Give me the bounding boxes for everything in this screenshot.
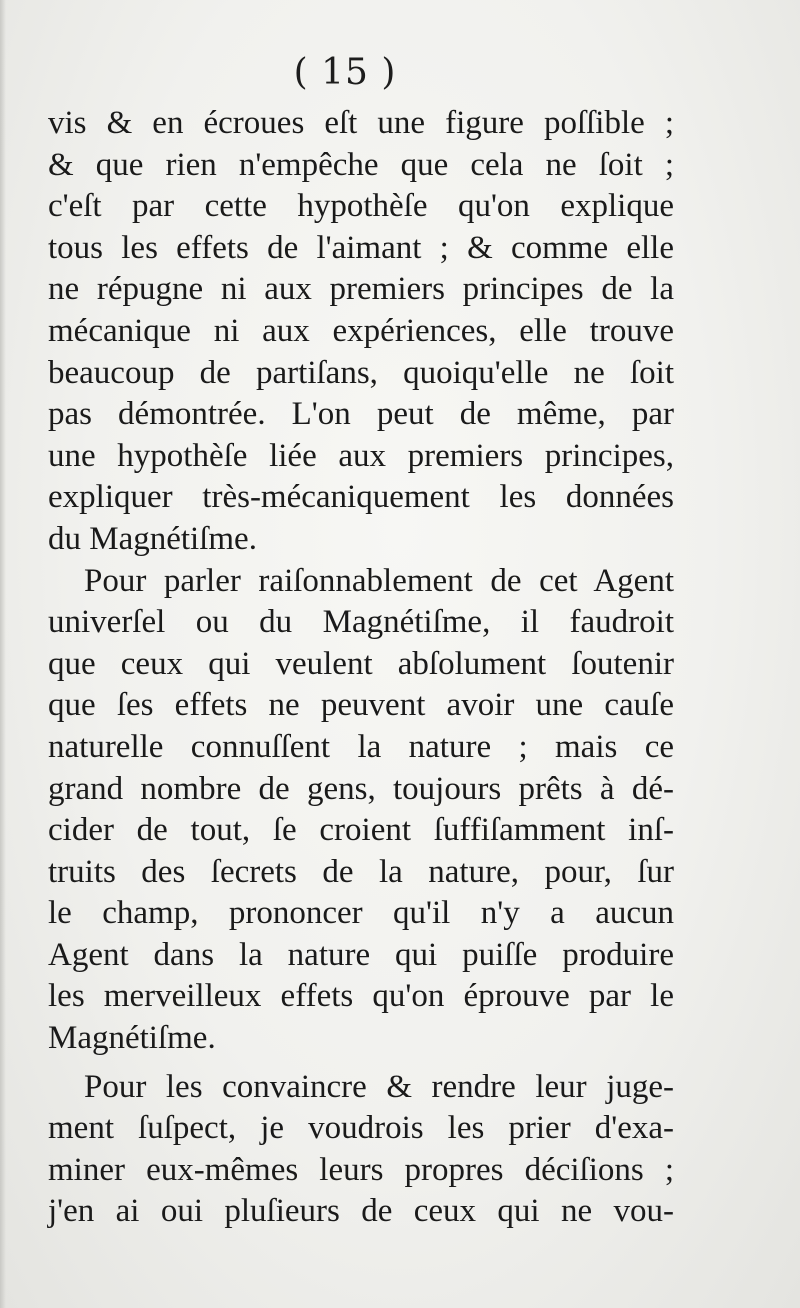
- text-line: cider de tout, ſe croient ſuffiſamment inſ-: [48, 812, 674, 849]
- text-line: c'eſt par cette hypothèſe qu'on explique: [48, 188, 674, 225]
- text-line: que ceux qui veulent abſolument ſoutenir: [48, 645, 674, 682]
- text-line: vis & en écroues eſt une figure poſſible ;: [48, 105, 674, 141]
- text-line: le champ, prononcer qu'il n'y a aucun: [48, 895, 674, 932]
- text-line: truits des ſecrets de la nature, pour, ſur: [48, 853, 674, 890]
- text-line: miner eux-mêmes leurs propres déciſions ;: [48, 1151, 674, 1188]
- text-line: grand nombre de gens, toujours prêts à dé-: [48, 770, 674, 807]
- text-line: Agent dans la nature qui puiſſe produire: [48, 936, 674, 973]
- text-line: tous les effets de l'aimant ; & comme elle: [48, 229, 674, 266]
- text-line: beaucoup de partiſans, quoiqu'elle ne ſoit: [48, 354, 674, 391]
- text-line: ment ſuſpect, je voudrois les prier d'exa-: [48, 1110, 674, 1147]
- text-line: pas démontrée. L'on peut de même, par: [48, 396, 674, 433]
- text-line-paragraph-start: Pour les convaincre & rendre leur juge-: [84, 1068, 674, 1105]
- page-number: ( 15 ): [293, 52, 397, 93]
- text-line: une hypothèſe liée aux premiers principes,: [48, 437, 674, 474]
- text-line: & que rien n'empêche que cela ne ſoit ;: [48, 146, 674, 183]
- text-line: que ſes effets ne peuvent avoir une cauſe: [48, 687, 674, 724]
- text-line: mécanique ni aux expériences, elle trouve: [48, 312, 674, 349]
- text-line: univerſel ou du Magnétiſme, il faudroit: [48, 604, 674, 641]
- page-edge-shadow: [0, 0, 6, 1308]
- body-text: [48, 103, 674, 1233]
- text-line: expliquer très-mécaniquement les données: [48, 479, 674, 516]
- text-line: naturelle connuſſent la nature ; mais ce: [48, 728, 674, 765]
- text-line: les merveilleux effets qu'on éprouve par le: [48, 978, 674, 1015]
- text-line-paragraph-end: du Magnétiſme.: [48, 520, 257, 557]
- text-line-paragraph-end: Magnétiſme.: [48, 1020, 216, 1057]
- text-line: ne répugne ni aux premiers principes de la: [48, 271, 674, 308]
- text-line: j'en ai oui pluſieurs de ceux qui ne vou-: [48, 1193, 674, 1230]
- text-line-paragraph-start: Pour parler raiſonnablement de cet Agent: [84, 562, 674, 599]
